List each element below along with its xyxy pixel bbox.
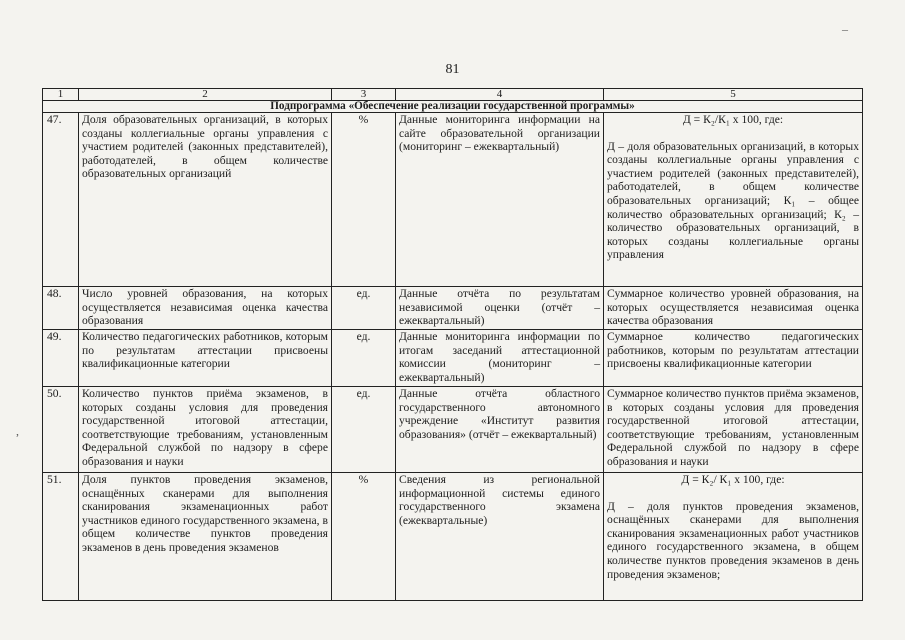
indicator-name: Количество педагогических работников, которым по результатам аттестации присвоены квалификационные категории (79, 330, 332, 387)
col-header-3: 3 (332, 89, 396, 101)
subprogram-row (43, 101, 863, 113)
table-row (43, 287, 863, 330)
col-header-5: 5 (604, 89, 863, 101)
unit-of-measure: ед. (332, 287, 396, 330)
table-row (43, 330, 863, 387)
table-row (43, 473, 863, 601)
indicator-name: Количество пунктов приёма экзаменов, в которых созданы условия для проведения государственной итоговой аттестации, соответствующие требованиям, установленным Федеральной службой по надзору в сфере образования и науки (79, 387, 332, 473)
calculation-method: Суммарное количество пунктов приёма экзаменов, в которых созданы условия для проведения государственной итоговой аттестации, соответствующие требованиям, установленным Федеральной службой по надзору в сфере образования и науки (604, 387, 863, 473)
unit-of-measure: ед. (332, 387, 396, 473)
row-number: 47. (43, 113, 79, 287)
calculation-method: Суммарное количество педагогических работников, которым по результатам аттестации присвоены квалификационные категории (604, 330, 863, 387)
unit-of-measure: % (332, 473, 396, 601)
scan-mark-top: – (842, 22, 848, 36)
unit-of-measure: ед. (332, 330, 396, 387)
formula: Д = К₂/К₁ х 100, где: (682, 113, 784, 126)
formula-explanation: Д – доля пунктов проведения экзаменов, оснащённых сканерами для выполнения сканирования экзаменационных работ участников единого государственного экзамена, в общем количестве пунктов проведения экзаменов в день проведения экзаменов; (607, 499, 859, 581)
col-header-1: 1 (43, 89, 79, 101)
calculation-method (604, 473, 863, 601)
formula: Д = К₂/ К₁ х 100, где: (681, 473, 785, 486)
table-row (43, 387, 863, 473)
page-number: 81 (445, 62, 460, 77)
data-source: Данные мониторинга информации на сайте образовательной организации (мониторинг – ежеквартальный) (396, 113, 604, 287)
col-header-4: 4 (396, 89, 604, 101)
subprogram-title: Подпрограмма «Обеспечение реализации государственной программы» (43, 101, 863, 113)
unit-of-measure: % (332, 113, 396, 287)
scan-mark-left: , (16, 424, 19, 438)
column-number-row (43, 89, 863, 101)
indicator-name: Доля образовательных организаций, в которых созданы коллегиальные органы управления с участием родителей (законных представителей), работодателей, в общем количестве образовательных организаций (79, 113, 332, 287)
data-source: Сведения из региональной информационной системы единого государственного экзамена (ежеквартальные) (396, 473, 604, 601)
data-source: Данные отчёта по результатам независимой оценки (отчёт – ежеквартальный) (396, 287, 604, 330)
indicator-table (42, 88, 863, 601)
indicator-name: Доля пунктов проведения экзаменов, оснащённых сканерами для выполнения сканирования экзаменационных работ участников единого государственного экзамена, в общем количестве пунктов проведения экзаменов в день проведения экзаменов (79, 473, 332, 601)
row-number: 49. (43, 330, 79, 387)
table-row (43, 113, 863, 287)
calculation-method (604, 113, 863, 287)
calculation-method: Суммарное количество уровней образования, на которых осуществляется независимая оценка качества образования (604, 287, 863, 330)
indicator-name: Число уровней образования, на которых осуществляется независимая оценка качества образования (79, 287, 332, 330)
data-source: Данные мониторинга информации по итогам заседаний аттестационной комиссии (мониторинг – ежеквартальный) (396, 330, 604, 387)
row-number: 48. (43, 287, 79, 330)
data-source: Данные отчёта областного государственного автономного учреждение «Институт развития образования» (отчёт – ежеквартальный) (396, 387, 604, 473)
row-number: 51. (43, 473, 79, 601)
col-header-2: 2 (79, 89, 332, 101)
formula-explanation: Д – доля образовательных организаций, в которых созданы коллегиальные органы управления с участием родителей (законных представителей), работодателей, в общем количестве образовательных организаций; К₁ – общее количество образовательных организаций; К₂ – количество образовательных организаций, в которых созданы коллегиальные органы управления (607, 139, 859, 262)
row-number: 50. (43, 387, 79, 473)
